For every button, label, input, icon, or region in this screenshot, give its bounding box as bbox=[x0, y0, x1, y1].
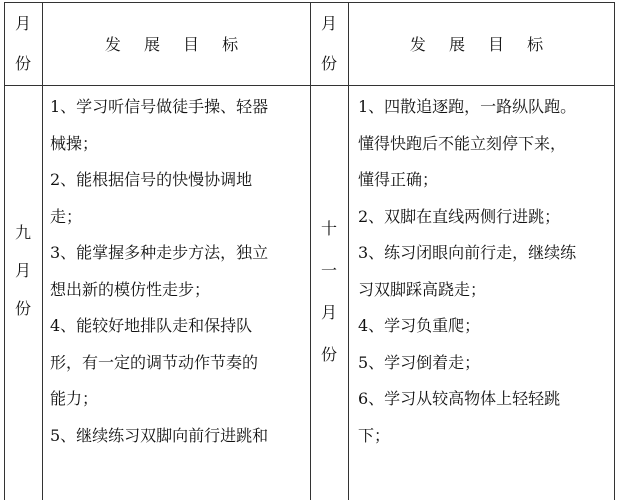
goal-line: 走； bbox=[50, 206, 83, 226]
header-month-left bbox=[4, 2, 42, 85]
goal-line: 5、继续练习双脚向前行进跳和 bbox=[50, 425, 269, 445]
goal-line: 5、学习倒着走； bbox=[358, 352, 481, 372]
header-month-right-char: 份 bbox=[320, 53, 337, 73]
goal-line: 懂得正确； bbox=[358, 170, 439, 189]
month-char: 一 bbox=[320, 261, 337, 280]
header-month-right-char: 月 bbox=[320, 13, 337, 33]
goal-line: 3、练习闭眼向前行走，继续练 bbox=[358, 243, 577, 262]
goal-line: 懂得快跑后不能立刻停下来， bbox=[358, 133, 567, 153]
month-char: 月 bbox=[320, 303, 337, 322]
goal-line: 3、能掌握多种走步方法，独立 bbox=[50, 243, 269, 262]
month-cell-november bbox=[310, 218, 348, 368]
goal-line: 6、学习从较高物体上轻轻跳 bbox=[358, 389, 561, 408]
month-char: 份 bbox=[320, 345, 337, 364]
goal-line: 下； bbox=[358, 425, 391, 445]
month-char: 九 bbox=[14, 223, 31, 242]
goal-line: 4、学习负重爬； bbox=[358, 316, 481, 335]
goal-line: 2、双脚在直线两侧行进跳； bbox=[358, 206, 561, 226]
month-char: 月 bbox=[14, 261, 31, 280]
header-month-left-char: 份 bbox=[14, 53, 31, 73]
goal-line: 想出新的模仿性走步； bbox=[50, 279, 211, 299]
goal-line: 4、能较好地排队走和保持队 bbox=[50, 316, 253, 335]
goal-line: 形，有一定的调节动作节奏的 bbox=[50, 352, 259, 372]
header-goals-left: 发 展 目 标 bbox=[104, 35, 248, 54]
goal-line: 能力； bbox=[50, 389, 99, 408]
header-month-right bbox=[310, 2, 348, 85]
goal-line: 习双脚踩高跷走； bbox=[358, 279, 487, 299]
goals-cell-november bbox=[358, 89, 612, 454]
goal-line: 械操； bbox=[50, 133, 99, 153]
month-cell-september bbox=[4, 222, 42, 352]
month-char: 份 bbox=[14, 299, 31, 318]
table-border-right bbox=[614, 2, 615, 500]
month-char: 十 bbox=[320, 219, 337, 238]
header-goals-right: 发 展 目 标 bbox=[409, 35, 553, 54]
goal-line: 2、能根据信号的快慢协调地 bbox=[50, 170, 253, 189]
goal-line: 1、四散追逐跑，一路纵队跑。 bbox=[358, 97, 577, 116]
goals-cell-september bbox=[50, 89, 308, 454]
goal-line: 1、学习听信号做徒手操、轻器 bbox=[50, 97, 269, 116]
header-month-left-char: 月 bbox=[14, 13, 31, 33]
